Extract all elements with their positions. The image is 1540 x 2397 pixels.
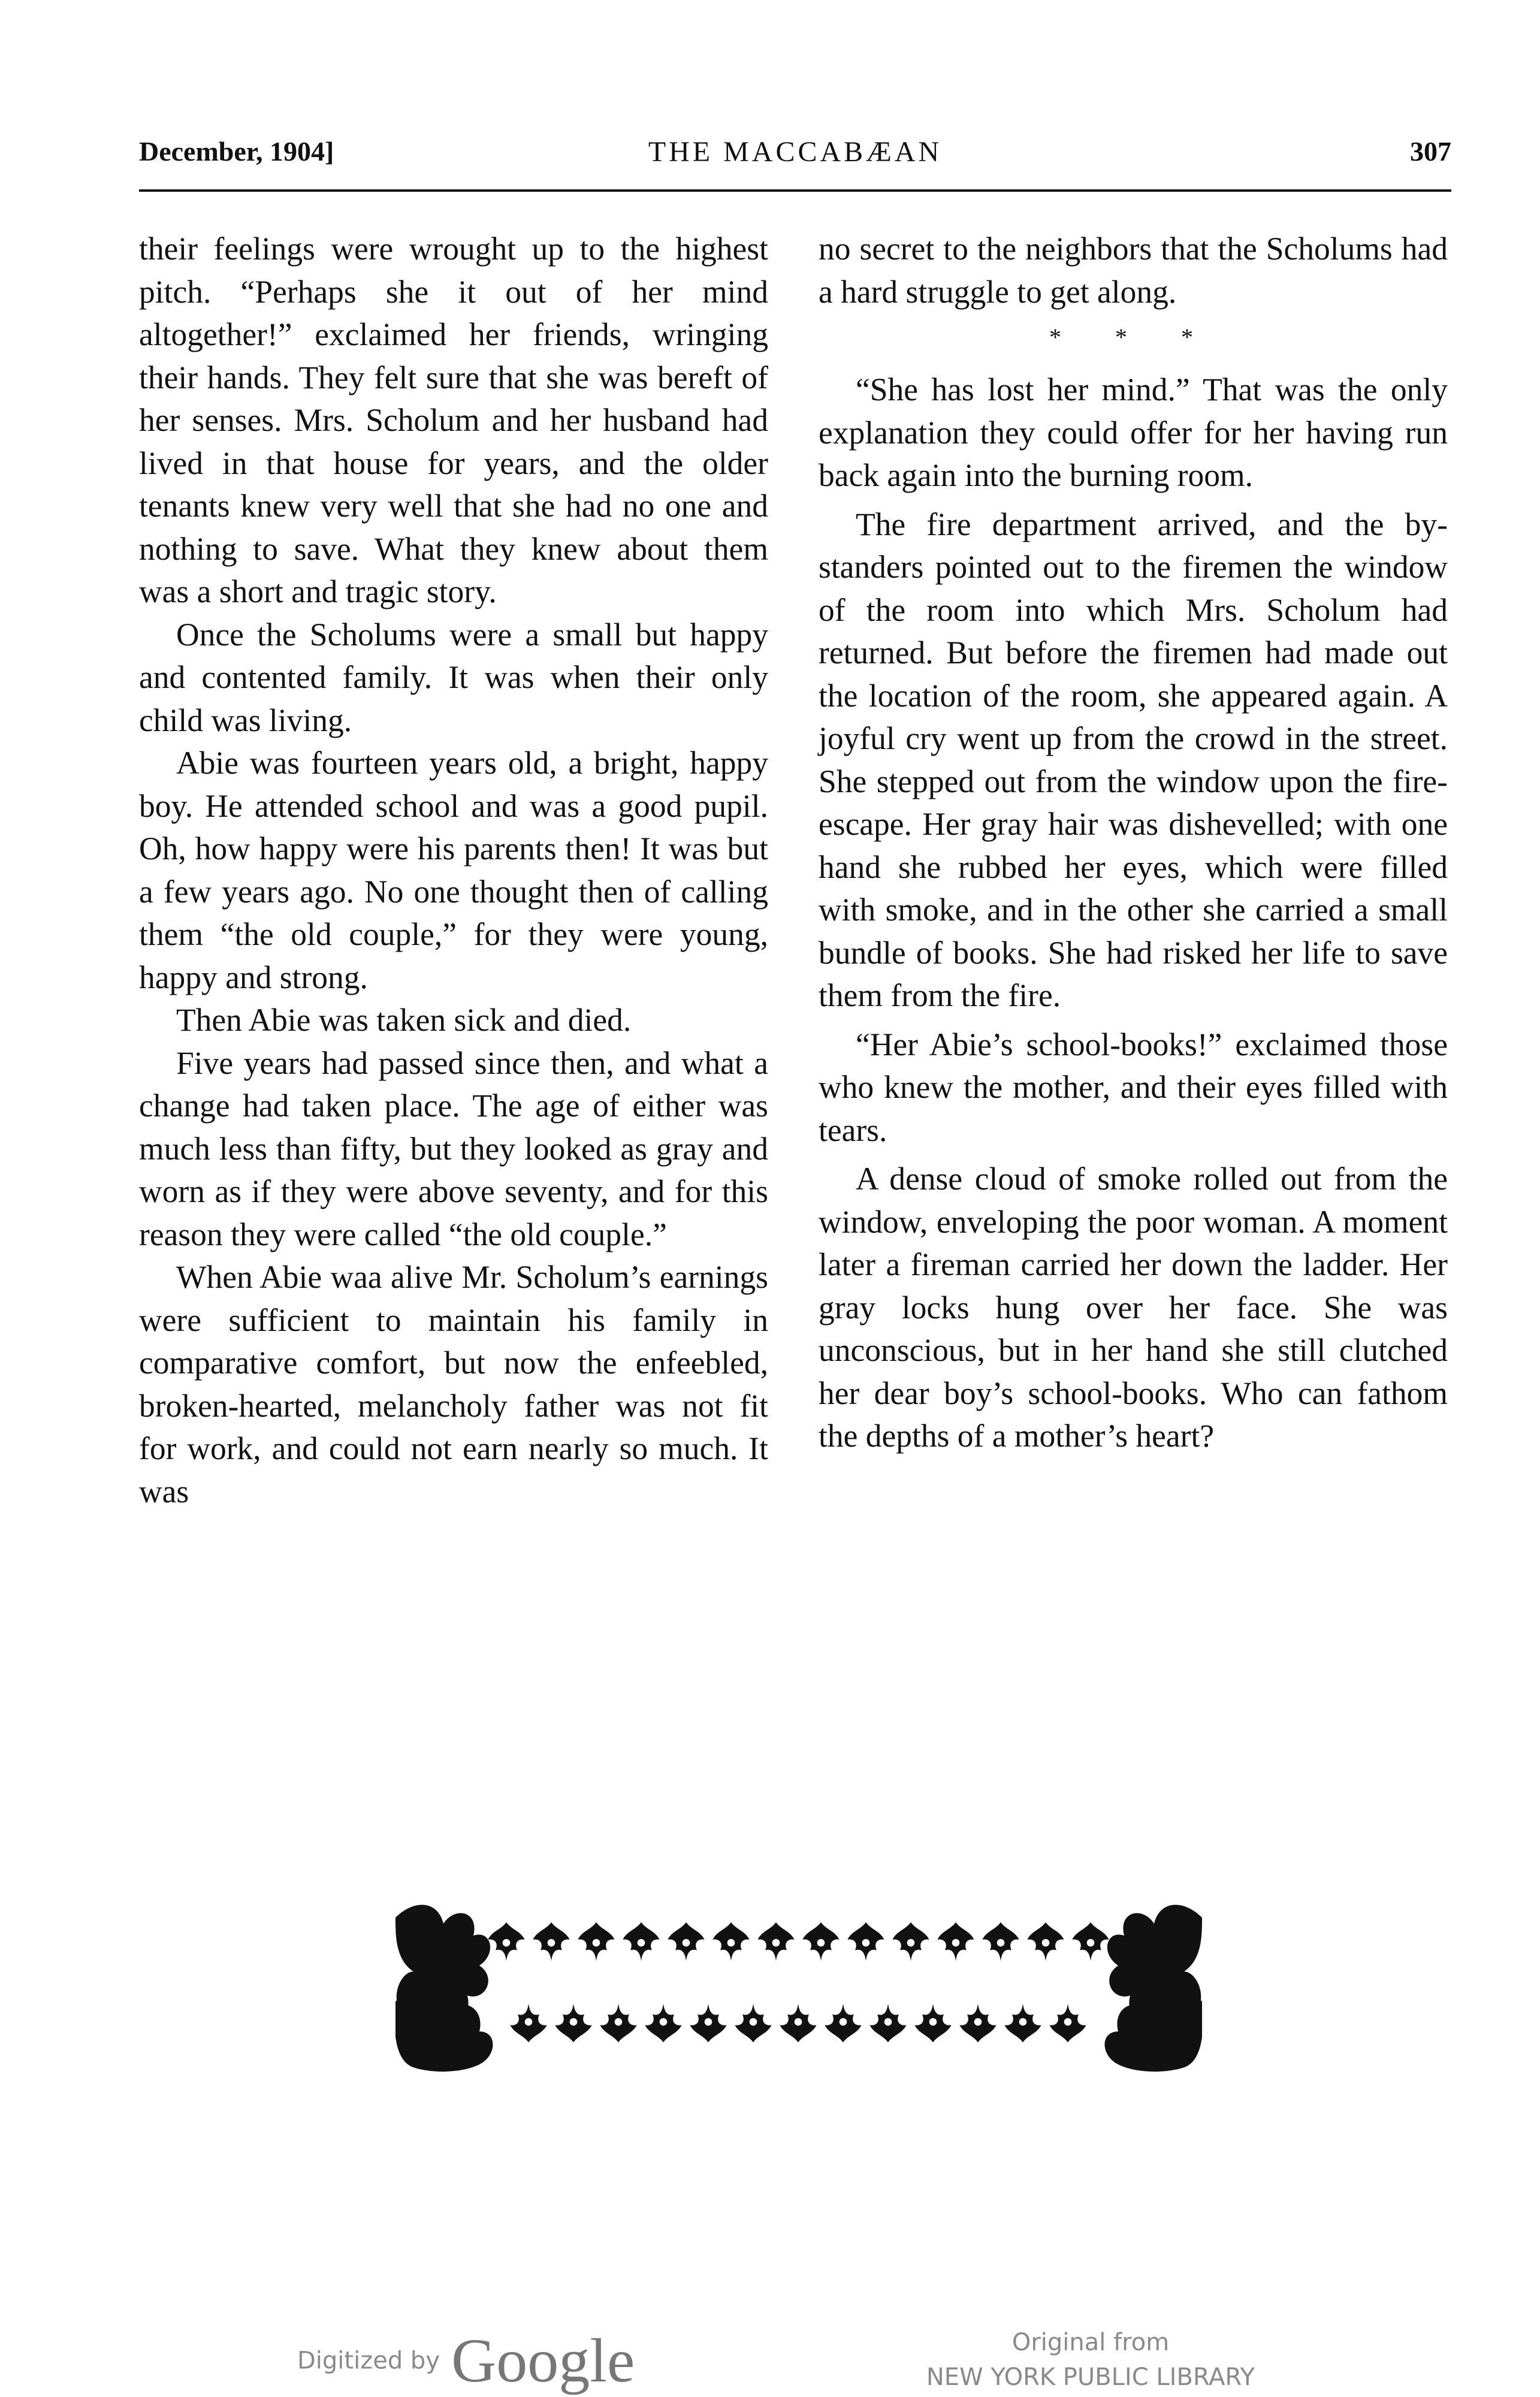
source-library-mark: [899, 2325, 1282, 2395]
ornament-leaf: [757, 1922, 794, 1961]
paragraph: “Her Abie’s school-books!” exclaimed those who knew the mother, and their eyes filled with tears.: [819, 1026, 1448, 1148]
library-name: NEW YORK PUBLIC LIBRARY: [926, 2363, 1255, 2391]
digitized-by-label: Digitized by: [297, 2347, 440, 2375]
digitized-by-mark: [297, 2325, 635, 2396]
ornament-leaf: [510, 2003, 546, 2042]
ornament-leaf: [937, 1922, 974, 1961]
header-rule: [139, 189, 1451, 192]
paragraph: no secret to the neighbors that the Scholums had a hard struggle to get along.: [819, 231, 1448, 310]
header-date: December, 1904]: [139, 136, 334, 167]
running-header: [139, 135, 1451, 177]
ornament-leaf: [892, 1922, 929, 1961]
right-column: [819, 228, 1448, 1458]
original-from-label: Original from: [1011, 2329, 1170, 2356]
ornament-leaf: [825, 2003, 861, 2042]
ornament-leaf: [488, 1922, 524, 1961]
ornament-leaf: [982, 1922, 1019, 1961]
ornament-leaf: [690, 2003, 726, 2042]
paragraph: Abie was fourteen years old, a bright, happy boy. He attended school and was a good pupil. Oh, how happy were his parents then! It was but a few years ago. No one thought then of calling them “the old couple,” for they were young, happy and strong.: [139, 745, 768, 995]
ornament-leaf: [914, 2003, 951, 2042]
ornament-leaf: [1049, 2003, 1086, 2042]
ornament-leaf: [668, 1922, 704, 1961]
ornament-leaf: [1004, 2003, 1041, 2042]
left-column: [139, 228, 768, 1513]
ornament-leaf: [623, 1922, 659, 1961]
paragraph: Five years had passed since then, and what a change had taken place. The age of either was much less than fifty, but they looked as gray and worn as if they were above seventy, and for this reason they were called “the old couple.”: [139, 1044, 768, 1252]
paragraph: Then Abie was taken sick and died.: [176, 1002, 632, 1038]
paragraph: The fire department arrived, and the by-standers pointed out to the firemen the window of the room into which Mrs. Scholum had returned. But before the firemen had made out the location of the room, she appeared again. A joyful cry went up from the crowd in the street. She stepped out from the window upon the fire-escape. Her gray hair was dishevelled; with one hand she rubbed her eyes, which were filled with smoke, and in the other she carried a small bundle of books. She had risked her life to save them from the fire.: [819, 506, 1448, 1013]
journal-title: THE MACCABÆAN: [648, 136, 943, 168]
ornament-leaf: [735, 2003, 771, 2042]
paragraph: “She has lost her mind.” That was the only explanation they could offer for her having run back again into the burning room.: [819, 372, 1448, 493]
ornament-leaf: [1072, 1922, 1109, 1961]
paragraph: When Abie waa alive Mr. Scholum’s earnings were sufficient to maintain his family in comparative comfort, but now the enfeebled, broken-hearted, melancholy father was not fit for work, and could not earn nearly so much. It was: [139, 1259, 768, 1510]
ornament-leaf: [780, 2003, 816, 2042]
google-logo: Google: [451, 2326, 635, 2395]
ornament-leaf: [555, 2003, 591, 2042]
ornament-leaf: [578, 1922, 614, 1961]
ornament-leaf: [802, 1922, 839, 1961]
paragraph: Once the Scholums were a small but happy and contented family. It was when their only child was living.: [139, 616, 768, 738]
ornament-leaf: [959, 2003, 996, 2042]
ornament-leaf: [1027, 1922, 1064, 1961]
paragraph: their feelings were wrought up to the highest pitch. “Perhaps she it out of her mind altogether!” exclaimed her friends, wringing their hands. They felt sure that she was bereft of her senses. Mrs. Scholum and her husband had lived in that house for years, and the older tenants knew very well that she had no one and nothing to save. What they knew about them was a short and tragic story.: [139, 231, 768, 609]
ornament-leaf: [712, 1922, 749, 1961]
ornament-leaf: [600, 2003, 636, 2042]
paragraph: A dense cloud of smoke rolled out from the window, enveloping the poor woman. A moment later a fireman carried her down the ladder. Her gray locks hung over her face. She was unconscious, but in her hand she still clutched her dear boy’s school-books. Who can fathom the depths of a mother’s heart?: [819, 1161, 1448, 1454]
ornament-leaf: [869, 2003, 906, 2042]
page-number: 307: [1410, 136, 1451, 167]
ornament-leaf: [645, 2003, 681, 2042]
section-separator: * * *: [1049, 324, 1217, 351]
ornament-leaf: [533, 1922, 569, 1961]
ornament-leaf: [847, 1922, 884, 1961]
decorative-ornament: [395, 1894, 1202, 2073]
